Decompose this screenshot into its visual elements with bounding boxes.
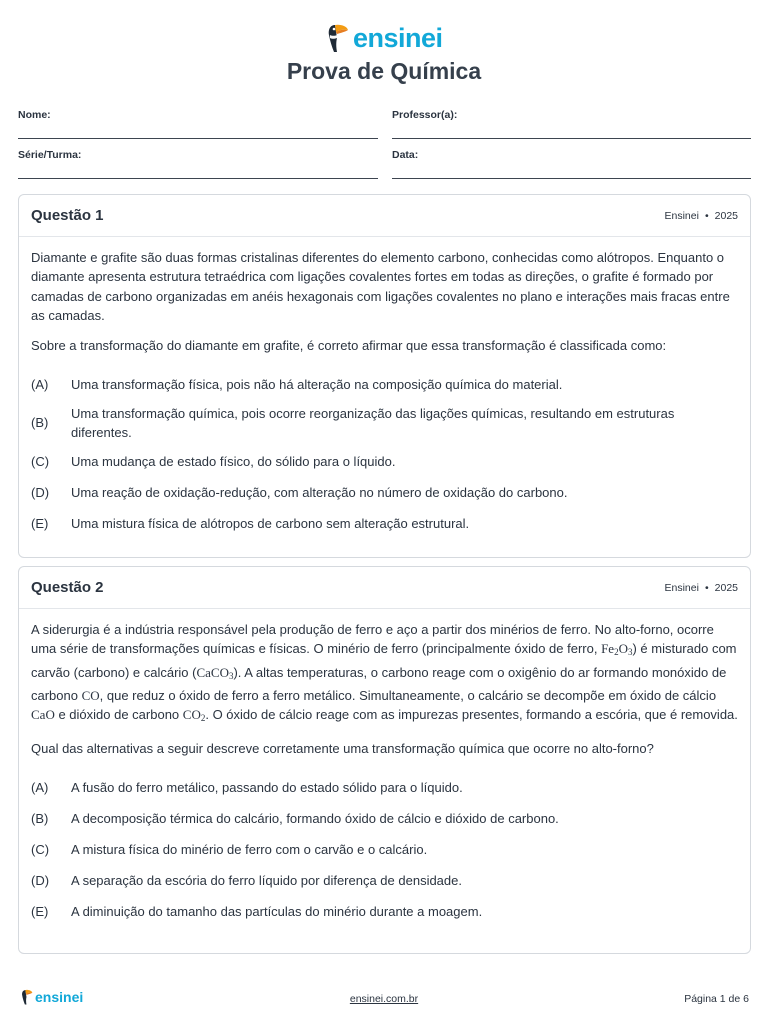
option-text: A diminuição do tamanho das partículas do minério durante a moagem. — [71, 904, 483, 920]
option-text: Uma mudança de estado físico, do sólido para o líquido. — [71, 453, 396, 469]
option-letter: (E) — [31, 904, 49, 920]
option-letter: (C) — [31, 453, 50, 469]
name-field[interactable] — [18, 105, 378, 139]
formula-part: CaCO — [196, 664, 229, 680]
text-segment: A siderurgia é a indústria responsável pela produção de ferro e aço a partir dos minérios de ferro. No alto-forno, ocorre uma série de transformações químicas e físicas. O minério de ferro (principalmente óxido de ferro, — [31, 622, 714, 657]
question-2-text — [31, 620, 738, 728]
formula-subscript: 3 — [228, 670, 234, 681]
question-1-meta — [665, 210, 739, 222]
option-letter: (A) — [31, 780, 49, 796]
formula-subscript: 2 — [614, 647, 619, 658]
teacher-label: Professor(a): — [392, 109, 458, 121]
option-text: A separação da escória do ferro líquido por diferença de densidade. — [71, 873, 462, 889]
question-2-options — [31, 778, 738, 922]
question-2-header — [19, 567, 750, 609]
website-link[interactable]: ensinei.com.br — [349, 993, 419, 1005]
option-text: Uma transformação física, pois não há alteração na composição química do material. — [71, 376, 563, 392]
date-label: Data: — [392, 149, 419, 161]
question-1-header — [19, 195, 750, 237]
option-letter: (B) — [31, 811, 49, 827]
page-number: Página 1 de 6 — [684, 993, 749, 1005]
text-segment: ). A altas temperaturas, o carbono reage com o oxigênio do ar formando monóxido de carbono — [31, 664, 727, 703]
option-a[interactable] — [31, 778, 738, 798]
question-year: 2025 — [714, 210, 738, 222]
separator-dot-icon: • — [704, 582, 709, 594]
option-text: Uma mistura física de alótropos de carbono sem alteração estrutural. — [71, 515, 470, 531]
option-text: A decomposição térmica do calcário, formando óxido de cálcio e dióxido de carbono. — [71, 811, 559, 827]
text-segment: ) é misturado com carvão (carbono) e calcário ( — [31, 641, 737, 680]
question-1-prompt: Sobre a transformação do diamante em grafite, é correto afirmar que essa transformação é classificada como: — [31, 338, 667, 354]
question-2-title: Questão 2 — [31, 579, 104, 596]
text-segment: e dióxido de carbono — [54, 707, 183, 723]
class-field[interactable] — [18, 145, 378, 179]
text-segment: , que reduz o óxido de ferro a ferro metálico. Simultaneamente, o calcário se decompõe em óxido de cálcio — [99, 687, 717, 703]
formula-subscript: 3 — [627, 647, 633, 658]
option-letter: (E) — [31, 515, 49, 531]
option-text: Uma reação de oxidação-redução, com alteração no número de oxidação do carbono. — [71, 484, 568, 500]
option-b[interactable] — [31, 809, 738, 829]
page-footer — [0, 986, 768, 1014]
separator-dot-icon: • — [704, 210, 709, 222]
option-e[interactable] — [31, 902, 738, 922]
formula-part: Fe — [601, 641, 615, 657]
option-text: A fusão do ferro metálico, passando do estado sólido para o líquido. — [71, 780, 463, 796]
option-letter: (D) — [31, 484, 50, 500]
option-b[interactable] — [31, 403, 738, 442]
option-text: Uma transformação química, pois ocorre reorganização das ligações químicas, resultando em estruturas diferentes. — [71, 405, 675, 440]
brand-logo — [327, 22, 447, 54]
option-letter: (C) — [31, 842, 50, 858]
text-segment: . O óxido de cálcio reage com as impurezas presentes, formando a escória, que é removida. — [205, 707, 738, 723]
option-text: A mistura física do minério de ferro com o carvão e o calcário. — [71, 842, 428, 858]
option-d[interactable] — [31, 871, 738, 891]
formula-part: CO — [182, 707, 201, 723]
question-1-card — [18, 194, 751, 558]
formula-co: CO — [81, 687, 100, 703]
class-label: Série/Turma: — [18, 149, 82, 161]
option-letter: (A) — [31, 376, 49, 392]
footer-brand-name: ensinei — [35, 989, 84, 1005]
question-2-card — [18, 566, 751, 954]
teacher-field[interactable] — [392, 105, 751, 139]
page-title: Prova de Química — [286, 58, 482, 84]
option-letter: (B) — [31, 415, 49, 431]
option-a[interactable] — [31, 374, 738, 394]
option-letter: (D) — [31, 873, 50, 889]
question-1-title: Questão 1 — [31, 207, 104, 224]
formula-subscript: 2 — [200, 713, 206, 724]
name-label: Nome: — [18, 109, 51, 121]
question-year: 2025 — [714, 582, 738, 594]
option-e[interactable] — [31, 513, 738, 533]
question-2-prompt: Qual das alternativas a seguir descreve corretamente uma transformação química que ocorre no alto-forno? — [31, 741, 654, 757]
formula-co2 — [183, 707, 206, 722]
question-2-meta — [665, 582, 739, 594]
question-source: Ensinei — [664, 582, 699, 594]
option-c[interactable] — [31, 451, 738, 471]
question-source: Ensinei — [664, 210, 699, 222]
formula-part: O — [618, 641, 628, 657]
question-1-text: Diamante e grafite são duas formas cristalinas diferentes do elemento carbono, conhecidas como alótropos. Enquanto o diamante apresenta estrutura tetraédrica com ligações covalentes fortes em todas as direções, o grafite é formado por camadas de carbono organizadas em anéis hexagonais com ligações covalentes no plano e interações mais fracas entre as camadas. — [31, 250, 730, 323]
option-c[interactable] — [31, 840, 738, 860]
formula-cao: CaO — [31, 707, 55, 723]
brand-name: ensinei — [353, 22, 443, 53]
formula-fe2o3 — [601, 641, 632, 656]
page-header — [0, 0, 768, 96]
formula-caco3 — [196, 665, 233, 680]
toucan-icon — [327, 23, 349, 53]
question-1-options — [31, 374, 738, 533]
option-d[interactable] — [31, 482, 738, 502]
date-field[interactable] — [392, 145, 751, 179]
